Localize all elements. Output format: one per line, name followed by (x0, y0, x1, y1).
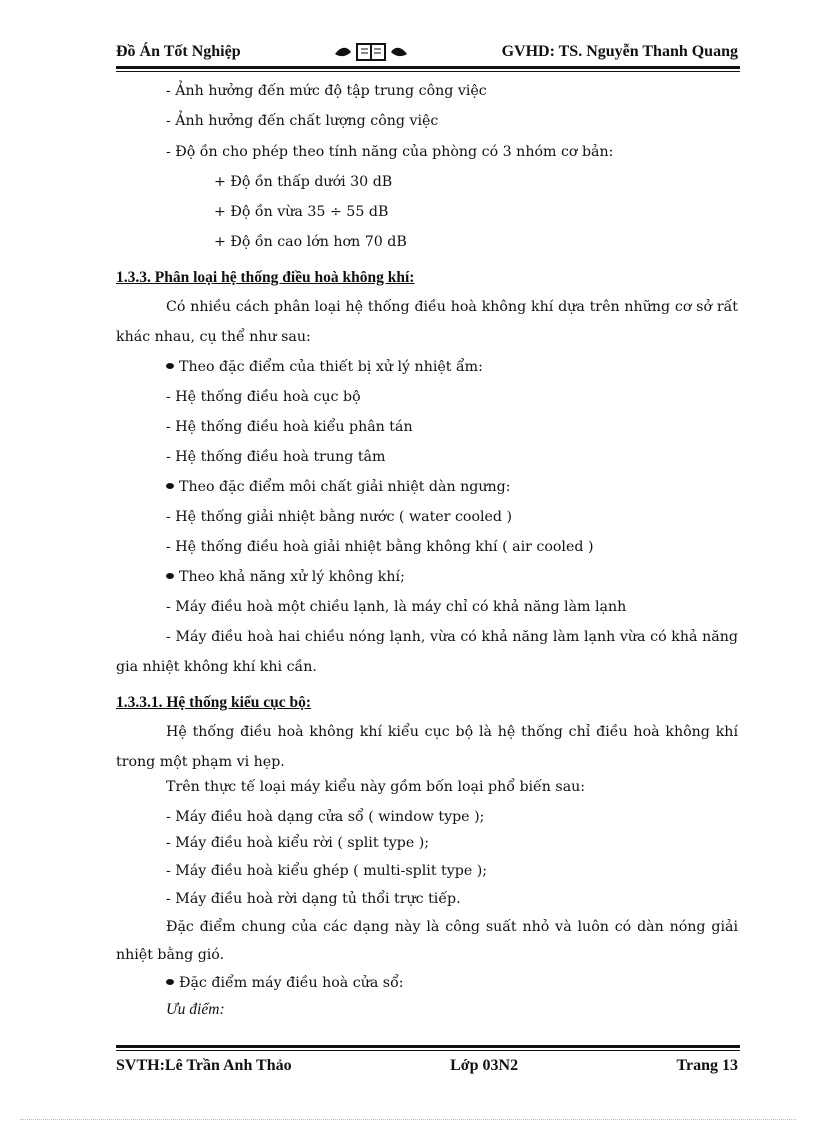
header-title: Đồ Án Tốt Nghiệp (116, 43, 241, 60)
text-line: - Hệ thống điều hoà kiểu phân tán (166, 419, 413, 435)
footer-rule-thin (116, 1050, 740, 1051)
bullet-icon (166, 483, 174, 489)
text-line: - Hệ thống điều hoà giải nhiệt bằng không khí ( air cooled ) (166, 539, 594, 555)
text-line: - Máy điều hoà dạng cửa sổ ( window type ); (166, 809, 485, 825)
header-rule-thin (116, 71, 740, 72)
header-advisor: GVHD: TS. Nguyễn Thanh Quang (501, 43, 738, 60)
text-line: - Máy điều hoà hai chiều nóng lạnh, vừa có khả năng làm lạnh vừa có khả năng (166, 629, 738, 645)
text-line: - Máy điều hoà rời dạng tủ thổi trực tiếp. (166, 891, 461, 907)
footer-rule-thick (116, 1045, 740, 1048)
subsection-heading: 1.3.3.1. Hệ thống kiểu cục bộ: (116, 694, 312, 711)
text-line: - Hệ thống điều hoà trung tâm (166, 449, 386, 465)
text-line: - Hệ thống giải nhiệt bằng nước ( water cooled ) (166, 509, 513, 525)
text-line: - Máy điều hoà kiểu ghép ( multi-split type ); (166, 863, 488, 879)
bullet-item: Theo khả năng xử lý không khí; (166, 568, 405, 586)
bullet-icon (166, 979, 174, 985)
footer-student: SVTH:Lê Trần Anh Thảo (116, 1057, 292, 1074)
paragraph-line: nhiệt bằng gió. (116, 947, 225, 963)
bullet-item: Theo đặc điểm môi chất giải nhiệt dàn ngưng: (166, 478, 510, 496)
page-edge-dotted-line (20, 1119, 796, 1120)
text-line: - Độ ồn cho phép theo tính năng của phòng có 3 nhóm cơ bản: (166, 144, 614, 160)
paragraph-line: Trên thực tế loại máy kiểu này gồm bốn loại phổ biến sau: (166, 779, 586, 795)
bullet-icon (166, 573, 174, 579)
paragraph-line: trong một phạm vi hẹp. (116, 754, 285, 770)
bullet-item: Đặc điểm máy điều hoà cửa sổ: (166, 974, 404, 992)
text-line: + Độ ồn vừa 35 ÷ 55 dB (214, 204, 389, 220)
bullet-item: Theo đặc điểm của thiết bị xử lý nhiệt ẩm: (166, 358, 483, 376)
footer-class: Lớp 03N2 (450, 1057, 519, 1074)
page-footer (116, 1056, 738, 1076)
section-heading: 1.3.3. Phân loại hệ thống điều hoà không khí: (116, 269, 415, 286)
paragraph-line: khác nhau, cụ thể như sau: (116, 329, 311, 345)
text-line: - Ảnh hưởng đến chất lượng công việc (166, 113, 439, 129)
book-ornament-icon (333, 42, 409, 62)
header-rule-thick (116, 66, 740, 69)
footer-page-number: Trang 13 (676, 1057, 738, 1074)
text-line: - Ảnh hưởng đến mức độ tập trung công việc (166, 83, 487, 99)
text-line: - Máy điều hoà kiểu rời ( split type ); (166, 835, 430, 851)
bullet-icon (166, 363, 174, 369)
text-line: + Độ ồn cao lớn hơn 70 dB (214, 234, 407, 250)
text-line: + Độ ồn thấp dưới 30 dB (214, 174, 393, 190)
page-header (116, 40, 738, 64)
italic-label: Ưu điểm: (166, 1001, 225, 1018)
text-line: - Hệ thống điều hoà cục bộ (166, 389, 361, 405)
paragraph-line: Đặc điểm chung của các dạng này là công suất nhỏ và luôn có dàn nóng giải (166, 919, 738, 935)
text-line: - Máy điều hoà một chiều lạnh, là máy chỉ có khả năng làm lạnh (166, 599, 627, 615)
paragraph-line: Hệ thống điều hoà không khí kiểu cục bộ là hệ thống chỉ điều hoà không khí (166, 724, 738, 740)
text-line: gia nhiệt không khí khi cần. (116, 659, 317, 675)
paragraph-line: Có nhiều cách phân loại hệ thống điều hoà không khí dựa trên những cơ sở rất (166, 299, 738, 315)
